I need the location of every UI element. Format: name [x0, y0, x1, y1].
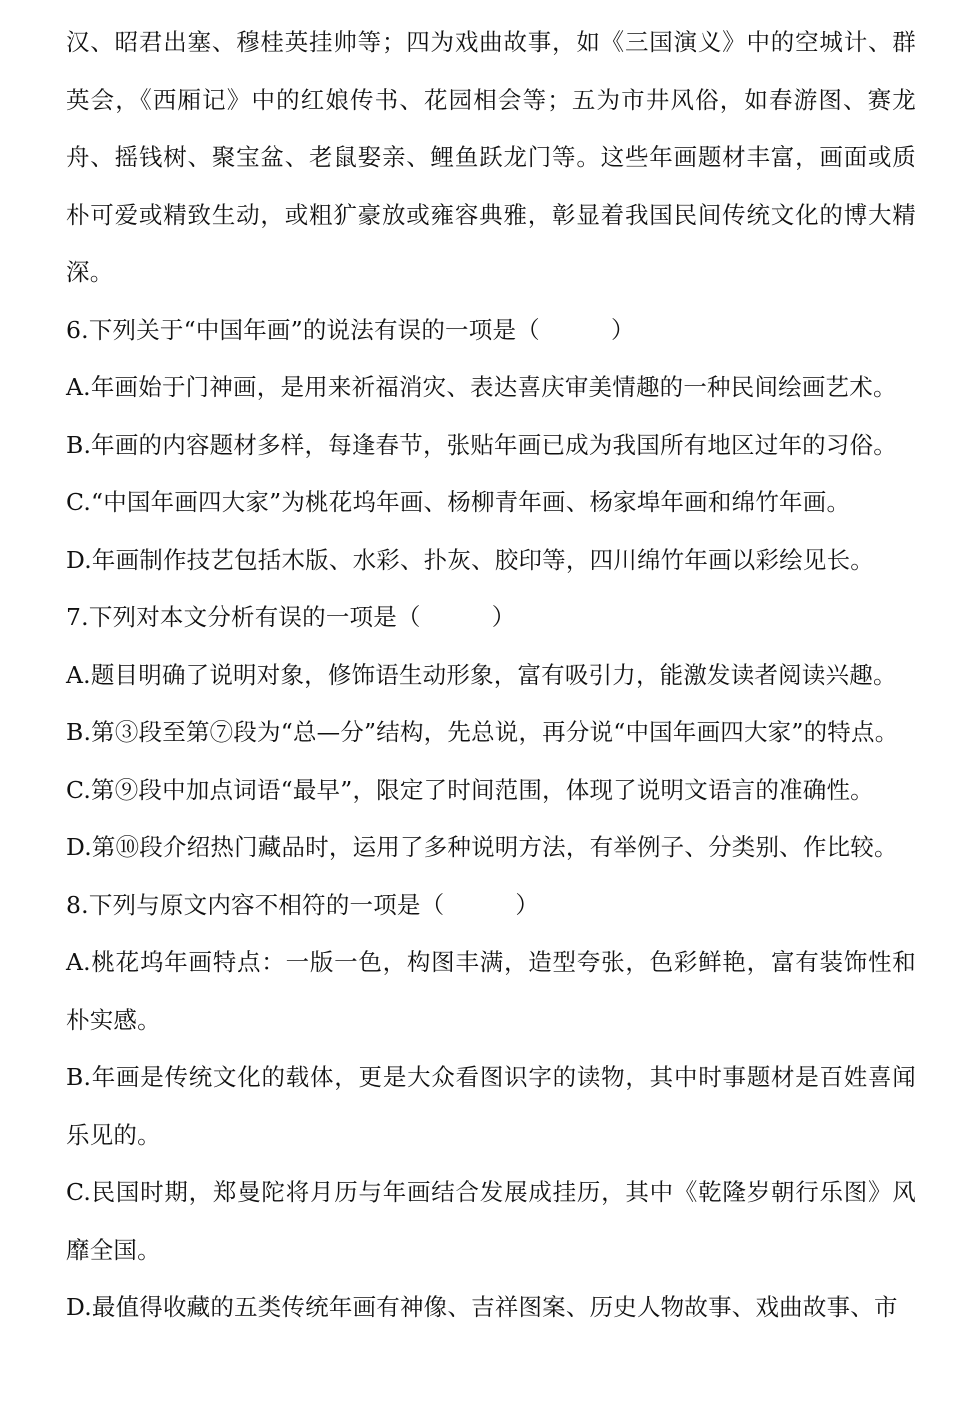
passage-paragraph: 汉、昭君出塞、穆桂英挂帅等；四为戏曲故事，如《三国演义》中的空城计、群英会，《西厢记》中的红娘传书、花园相会等；五为市井风俗，如春游图、赛龙舟、摇钱树、聚宝盆、老鼠娶亲、鲤鱼跃龙门等。这些年画题材丰富，画面或质朴可爱或精致生动，或粗犷豪放或雍容典雅，彰显着我国民间传统文化的博大精深。: [66, 28, 916, 286]
question-6-option-a: A.年画始于门神画，是用来祈福消灾、表达喜庆审美情趣的一种民间绘画艺术。: [66, 373, 897, 401]
question-7-option-a: A.题目明确了说明对象，修饰语生动形象，富有吸引力，能激发读者阅读兴趣。: [66, 660, 897, 689]
question-8-option-b: B.年画是传统文化的载体，更是大众看图识字的读物，其中时事题材是百姓喜闻乐见的。: [66, 1063, 916, 1149]
question-8-stem: 8.下列与原文内容不相符的一项是（ ）: [66, 890, 540, 919]
question-7-option-b: B.第③段至第⑦段为“总—分”结构，先总说，再分说“中国年画四大家”的特点。: [66, 718, 899, 746]
question-7-option-c: C.第⑨段中加点词语“最早”，限定了时间范围，体现了说明文语言的准确性。: [66, 775, 874, 804]
question-6-stem: 6.下列关于“中国年画”的说法有误的一项是（ ）: [66, 315, 635, 344]
question-6-option-d: D.年画制作技艺包括木版、水彩、扑灰、胶印等，四川绵竹年画以彩绘见长。: [66, 545, 874, 574]
question-7-option-d: D.第⑩段介绍热门藏品时，运用了多种说明方法，有举例子、分类别、作比较。: [66, 833, 898, 861]
question-8-option-c: C.民国时期，郑曼陀将月历与年画结合发展成挂历，其中《乾隆岁朝行乐图》风靡全国。: [66, 1178, 916, 1264]
question-8-option-d: D.最值得收藏的五类传统年画有神像、吉祥图案、历史人物故事、戏曲故事、市: [66, 1293, 898, 1321]
question-6-option-b: B.年画的内容题材多样，每逢春节，张贴年画已成为我国所有地区过年的习俗。: [66, 430, 897, 459]
question-7-stem: 7.下列对本文分析有误的一项是（ ）: [66, 603, 516, 631]
question-8-option-a: A.桃花坞年画特点：一版一色，构图丰满，造型夸张，色彩鲜艳，富有装饰性和朴实感。: [66, 948, 916, 1034]
question-6-option-c: C.“中国年画四大家”为桃花坞年画、杨柳青年画、杨家埠年画和绵竹年画。: [66, 488, 851, 516]
document-page: [66, 14, 916, 1337]
